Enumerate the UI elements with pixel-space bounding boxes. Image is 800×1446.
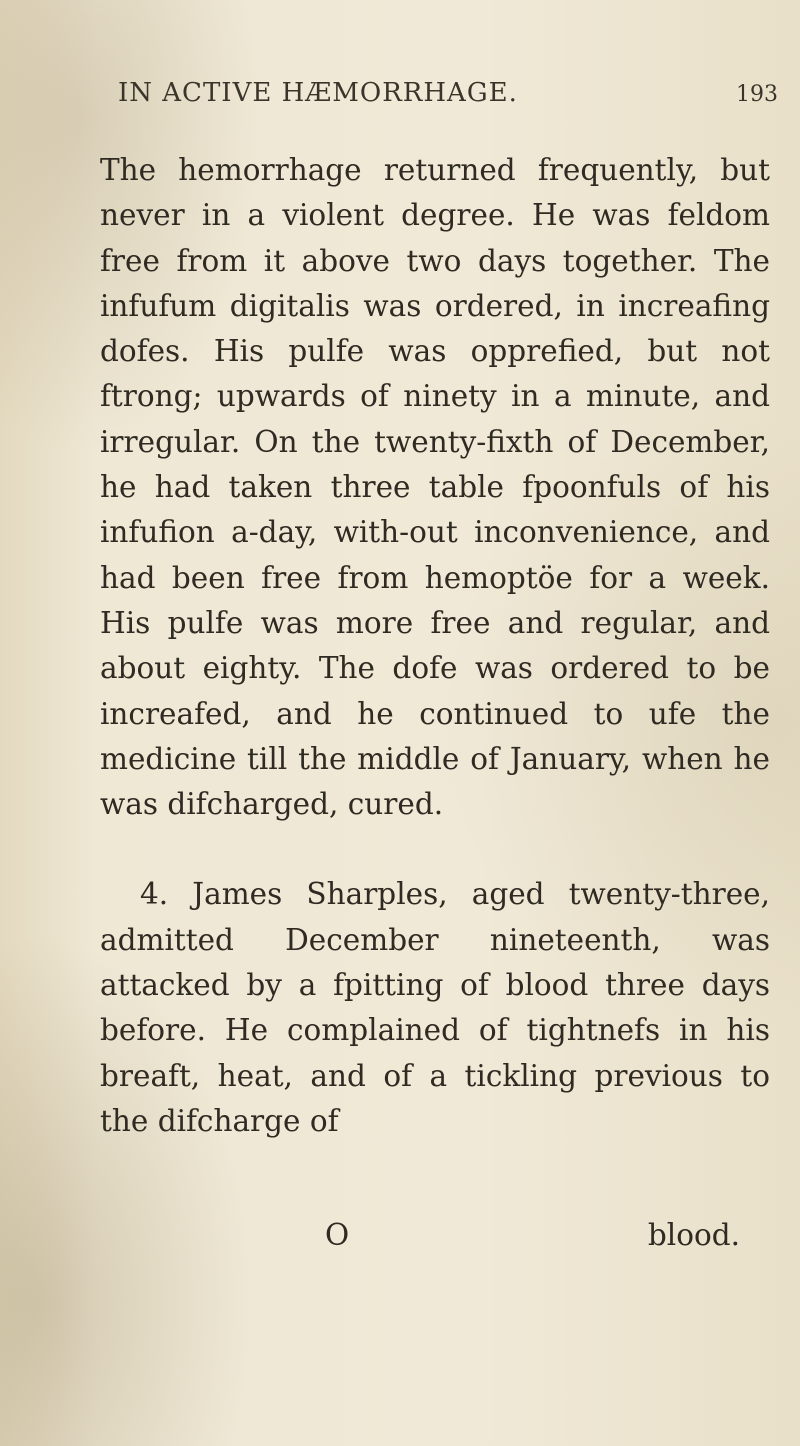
catchword: blood. — [647, 1218, 740, 1252]
paragraph-1: The hemorrhage returned frequently, but never in a violent degree. He was feldom free from it above two days together. The infufum digitalis was ordered, in increafing dofes. His pulfe was opprefied, but not ftrong; upwards of ninety in a minute, and irregular. On the twenty-fixth of December, he had taken three table fpoonfuls of his infufion a-day, with-out inconvenience, and had been free from hemoptöe for a week. His pulfe was more free and regular, and about eighty. The dofe was ordered to be increafed, and he continued to ufe the medicine till the middle of January, when he was difcharged, cured. — [100, 153, 770, 822]
paragraph-2: 4. James Sharples, aged twenty-three, admitted December nineteenth, was attacked by a fpitting of blood three days before. He complained of tightnefs in his breaft, heat, and of a tickling previous to the difcharge of — [100, 877, 770, 1138]
page-header — [118, 78, 778, 118]
signature-mark: O — [325, 1218, 350, 1252]
running-title: IN ACTIVE HÆMORRHAGE. — [118, 78, 518, 108]
page-number: 193 — [736, 82, 778, 107]
page-footer — [100, 1218, 770, 1263]
body-text — [100, 148, 770, 1144]
